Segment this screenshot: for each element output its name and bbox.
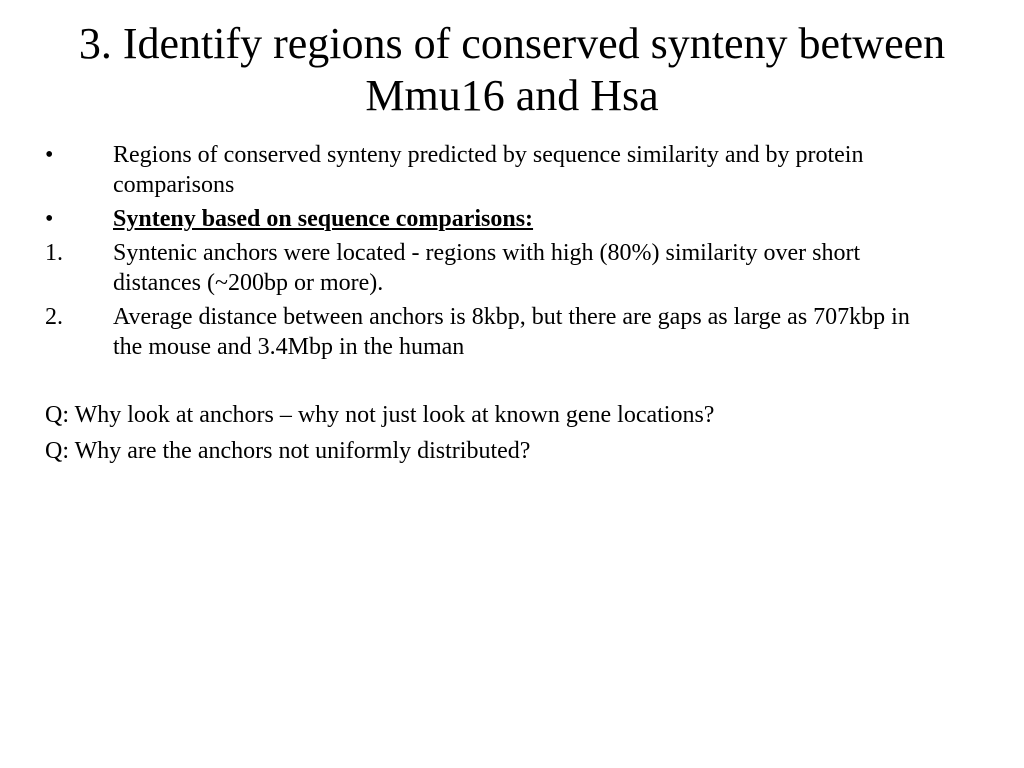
- question-1: Q: Why look at anchors – why not just look at known gene locations?: [45, 402, 715, 428]
- bullet-marker: •: [45, 206, 54, 232]
- bullet-item: [45, 140, 945, 200]
- numbered-text: Average distance between anchors is 8kbp, but there are gaps as large as 707kbp in the mouse and 3.4Mbp in the human: [113, 304, 910, 360]
- slide-body: [45, 140, 945, 472]
- bullet-marker: •: [45, 142, 54, 168]
- numbered-item: [45, 302, 945, 362]
- bullet-item: [45, 204, 945, 234]
- question-2: Q: Why are the anchors not uniformly distributed?: [45, 438, 531, 464]
- bullet-text: Regions of conserved synteny predicted by sequence similarity and by protein comparisons: [113, 142, 864, 198]
- spacer: [45, 366, 945, 400]
- numbered-item: [45, 238, 945, 298]
- number-marker: 2.: [45, 304, 63, 330]
- section-heading: Synteny based on sequence comparisons:: [113, 206, 534, 232]
- numbered-text: Syntenic anchors were located - regions with high (80%) similarity over short distances (~200bp or more).: [113, 240, 861, 296]
- slide-title: 3. Identify regions of conserved synteny between Mmu16 and Hsa: [78, 19, 946, 120]
- number-marker: 1.: [45, 240, 63, 266]
